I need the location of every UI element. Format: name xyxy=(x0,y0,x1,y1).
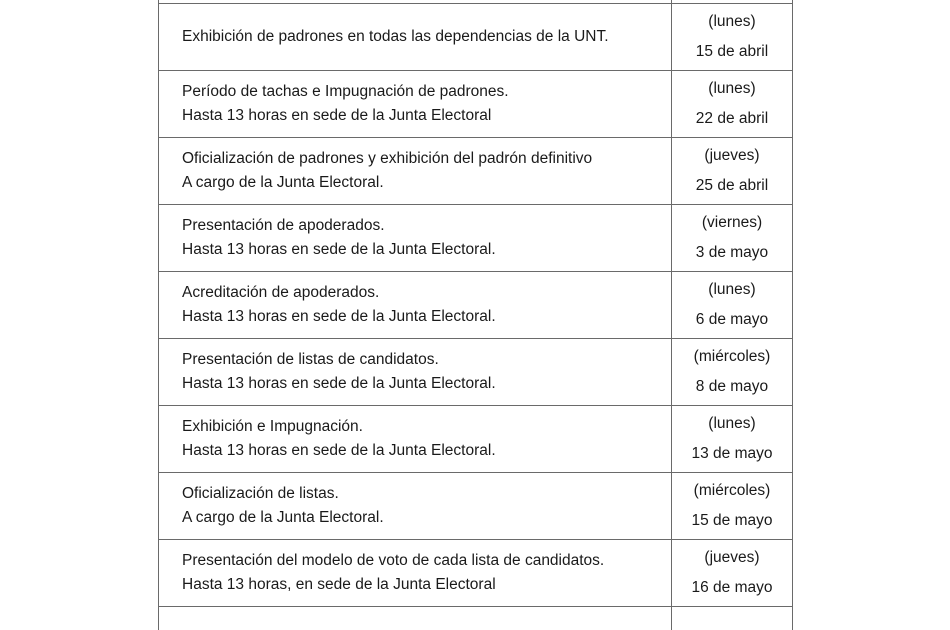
date-cell xyxy=(672,71,793,138)
table-row xyxy=(159,4,793,71)
activity-text-line: Período de tachas e Impugnación de padrones. xyxy=(182,83,509,100)
schedule-table-body xyxy=(159,0,793,630)
date-label: 8 de mayo xyxy=(695,378,769,395)
date-label: 3 de mayo xyxy=(695,244,769,261)
activity-text-line: Oficialización de padrones y exhibición del padrón definitivo xyxy=(182,150,593,167)
electoral-schedule-table xyxy=(158,0,793,630)
date-cell xyxy=(672,272,793,339)
date-label: 13 de mayo xyxy=(691,445,773,462)
weekday-label: (lunes) xyxy=(708,80,756,97)
date-label: 6 de mayo xyxy=(695,311,769,328)
activity-text-line: Presentación del modelo de voto de cada lista de candidatos. xyxy=(182,552,605,569)
activity-text-line: Hasta 13 horas en sede de la Junta Electoral. xyxy=(182,241,496,258)
table-row xyxy=(159,272,793,339)
activity-cell xyxy=(159,71,672,138)
activity-cell xyxy=(159,138,672,205)
date-cell xyxy=(672,607,793,630)
table-row xyxy=(159,406,793,473)
weekday-label: (jueves) xyxy=(704,549,760,566)
date-label: 22 de abril xyxy=(695,110,769,127)
weekday-label: (lunes) xyxy=(708,281,756,298)
date-cell xyxy=(672,138,793,205)
activity-cell xyxy=(159,205,672,272)
date-label: 25 de abril xyxy=(695,177,769,194)
weekday-label: (jueves) xyxy=(704,147,760,164)
weekday-label: (miércoles) xyxy=(693,348,771,365)
activity-cell xyxy=(159,339,672,406)
activity-text-line: Hasta 13 horas en sede de la Junta Electoral. xyxy=(182,442,496,459)
date-cell xyxy=(672,205,793,272)
activity-cell xyxy=(159,406,672,473)
activity-cell xyxy=(159,540,672,607)
activity-text-line: Presentación de apoderados. xyxy=(182,217,385,234)
activity-text-line: A cargo de la Junta Electoral. xyxy=(182,174,384,191)
activity-text-line: Oficialización de listas. xyxy=(182,485,339,502)
weekday-label: (lunes) xyxy=(708,415,756,432)
date-cell xyxy=(672,406,793,473)
activity-text-line: Presentación de listas de candidatos. xyxy=(182,351,439,368)
activity-text-line: Hasta 13 horas en sede de la Junta Electoral. xyxy=(182,375,496,392)
activity-cell xyxy=(159,473,672,540)
date-label: 15 de mayo xyxy=(691,512,773,529)
activity-text-line: Exhibición e Impugnación. xyxy=(182,418,363,435)
activity-text-line: Acreditación de apoderados. xyxy=(182,284,380,301)
activity-text-line: Hasta 13 horas en sede de la Junta Electoral xyxy=(182,107,492,124)
weekday-label: (lunes) xyxy=(708,13,756,30)
weekday-label: (miércoles) xyxy=(693,482,771,499)
weekday-label: (viernes) xyxy=(701,214,763,231)
table-row xyxy=(159,473,793,540)
table-row xyxy=(159,138,793,205)
date-cell xyxy=(672,339,793,406)
date-label: 15 de abril xyxy=(695,43,769,60)
date-cell xyxy=(672,540,793,607)
table-row xyxy=(159,540,793,607)
table-row xyxy=(159,205,793,272)
activity-cell xyxy=(159,272,672,339)
date-label: 16 de mayo xyxy=(691,579,773,596)
table-row xyxy=(159,339,793,406)
date-cell xyxy=(672,473,793,540)
table-row xyxy=(159,607,793,630)
activity-text-line: Hasta 13 horas en sede de la Junta Electoral. xyxy=(182,308,496,325)
activity-cell xyxy=(159,607,672,630)
activity-text-line: Hasta 13 horas, en sede de la Junta Electoral xyxy=(182,576,496,593)
activity-text-line: Exhibición de padrones en todas las dependencias de la UNT. xyxy=(182,28,609,45)
activity-cell xyxy=(159,4,672,71)
date-cell xyxy=(672,4,793,71)
table-row xyxy=(159,71,793,138)
activity-text-line: A cargo de la Junta Electoral. xyxy=(182,509,384,526)
